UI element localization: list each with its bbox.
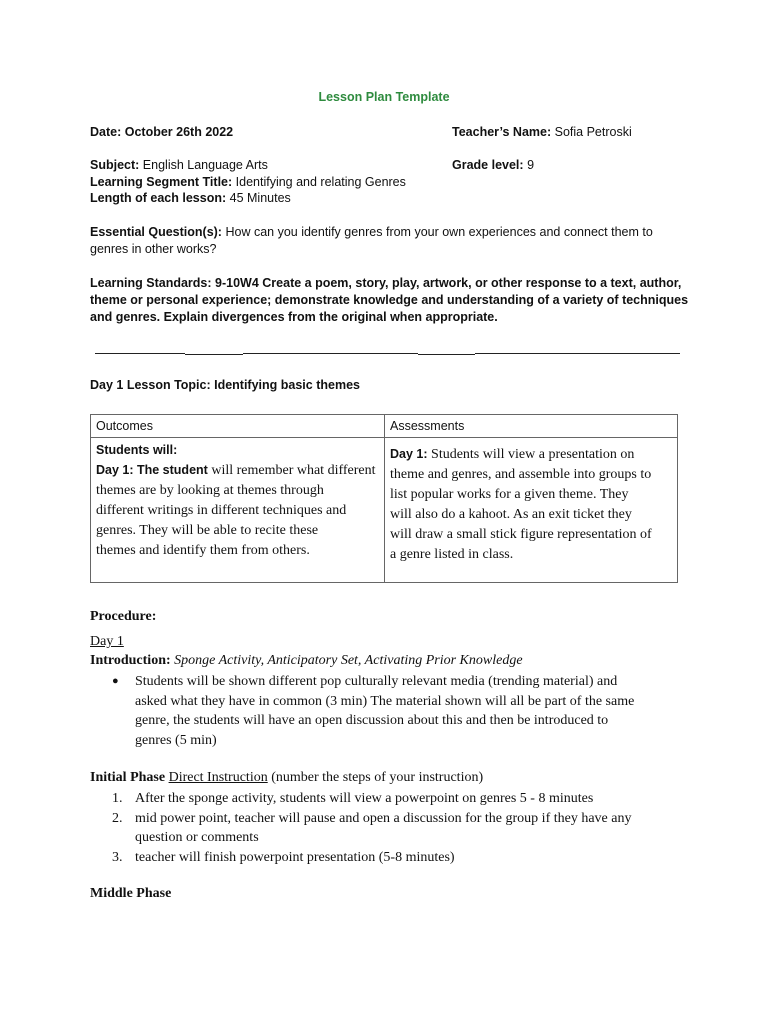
teacher-value: Sofia Petroski <box>554 125 632 139</box>
outcome-line: themes and identify them from others. <box>96 543 310 558</box>
assessments-header: Assessments <box>385 415 678 438</box>
bullet-line: ● Students will be shown different pop culturally relevant media (trending material) and <box>135 674 618 689</box>
essential-text-1: How can you identify genres from your own experiences and connect them to <box>225 225 653 239</box>
segment-value: Identifying and relating Genres <box>235 175 406 189</box>
essential-label: Essential Question(s): <box>90 225 222 239</box>
divider-rule <box>418 354 475 355</box>
segment-line <box>90 174 406 191</box>
step-line: question or comments <box>135 830 259 845</box>
length-value: 45 Minutes <box>229 191 291 205</box>
standards-text-1: 9-10W4 Create a poem, story, play, artwork, or other response to a text, author, <box>215 276 682 290</box>
assess-line: a genre listed in class. <box>390 547 514 562</box>
assess-line: theme and genres, and assemble into groups to <box>390 467 652 482</box>
assess-line: list popular works for a given theme. They <box>390 487 629 502</box>
divider-rule <box>95 353 185 354</box>
initial-phase-label: Initial Phase <box>90 770 166 785</box>
introduction-bullets <box>90 672 690 750</box>
teacher-line <box>452 124 632 141</box>
table-row <box>91 438 678 583</box>
outcome-line: different writings in different techniques and <box>96 503 347 518</box>
divider-rule <box>185 354 243 355</box>
essential-question <box>90 224 680 258</box>
list-item <box>90 672 690 750</box>
outcomes-assessments-table <box>90 414 678 583</box>
step-number: 3. <box>112 849 123 865</box>
date-label: Date: <box>90 125 122 139</box>
introduction-label: Introduction: <box>90 653 171 668</box>
outcome-line: genres. They will be able to recite these <box>96 523 319 538</box>
length-label: Length of each lesson: <box>90 191 227 205</box>
assessments-cell <box>385 438 678 583</box>
step-line: mid power point, teacher will pause and open a discussion for the group if they have any <box>135 810 632 826</box>
subject-label: Subject: <box>90 158 140 172</box>
standards-text-3: and genres. Explain divergences from the original when appropriate. <box>90 310 498 324</box>
standards-line-1 <box>90 275 690 292</box>
standards-label: Learning Standards: <box>90 276 212 290</box>
grade-value: 9 <box>527 158 535 172</box>
subject-line <box>90 157 268 174</box>
bullet-line: genres (5 min) <box>135 732 217 748</box>
assess-line: will draw a small stick figure representation of <box>390 527 652 542</box>
outcomes-header: Outcomes <box>91 415 385 438</box>
learning-standards <box>90 275 690 326</box>
middle-phase-heading: Middle Phase <box>90 886 172 901</box>
outcome-line-1 <box>96 460 379 481</box>
procedure-day: Day 1 <box>90 634 124 649</box>
bullet-line: asked what they have in common (3 min) The material shown will all be part of the same <box>135 693 635 709</box>
day1-topic: Day 1 Lesson Topic: Identifying basic themes <box>90 378 360 392</box>
outcome-day-label: Day 1: The student <box>96 463 208 477</box>
students-will-label: Students will: <box>96 443 178 457</box>
document-title: Lesson Plan Template <box>318 90 450 104</box>
initial-phase-line <box>90 770 483 786</box>
direct-instruction-link: Direct Instruction <box>168 770 268 785</box>
segment-label: Learning Segment Title: <box>90 175 233 189</box>
assess-line-1-text: Students will view a presentation on <box>431 447 635 462</box>
teacher-label: Teacher’s Name: <box>452 125 552 139</box>
list-item <box>90 809 690 848</box>
list-item <box>90 848 690 868</box>
procedure-heading: Procedure: <box>90 609 157 624</box>
step-number: 1. <box>112 791 123 806</box>
outcome-line: themes are by looking at themes through <box>96 483 324 498</box>
assess-day-label: Day 1: <box>390 447 428 461</box>
standards-text-2: theme or personal experience; demonstrate knowledge and understanding of a variety of techniques <box>90 293 689 307</box>
outcomes-cell <box>91 438 385 583</box>
assess-line: will also do a kahoot. As an exit ticket they <box>390 507 632 522</box>
length-line <box>90 190 291 207</box>
initial-phase-note: (number the steps of your instruction) <box>271 770 484 785</box>
assess-line-1 <box>390 444 672 465</box>
list-item <box>90 789 690 809</box>
bullet-line: genre, the students will have an open discussion about this and then be introduced to <box>135 713 609 728</box>
outcome-line-1-text: will remember what different <box>211 463 376 478</box>
grade-line <box>452 157 534 174</box>
introduction-text: Sponge Activity, Anticipatory Set, Activating Prior Knowledge <box>174 653 523 668</box>
essential-line-1 <box>90 224 680 241</box>
date-line <box>90 124 233 141</box>
step-line: After the sponge activity, students will view a powerpoint on genres 5 - 8 minutes <box>135 791 594 806</box>
date-value: October 26th 2022 <box>124 125 234 139</box>
initial-phase-steps <box>90 789 690 867</box>
divider-rule <box>475 353 680 354</box>
introduction-line <box>90 653 523 669</box>
grade-label: Grade level: <box>452 158 524 172</box>
subject-value: English Language Arts <box>142 158 268 172</box>
step-number: 2. <box>112 810 123 826</box>
table-header-row <box>91 415 678 438</box>
essential-text-2: genres in other works? <box>90 242 217 256</box>
divider-rule <box>243 353 418 354</box>
step-line: teacher will finish powerpoint presentation (5-8 minutes) <box>135 849 455 865</box>
